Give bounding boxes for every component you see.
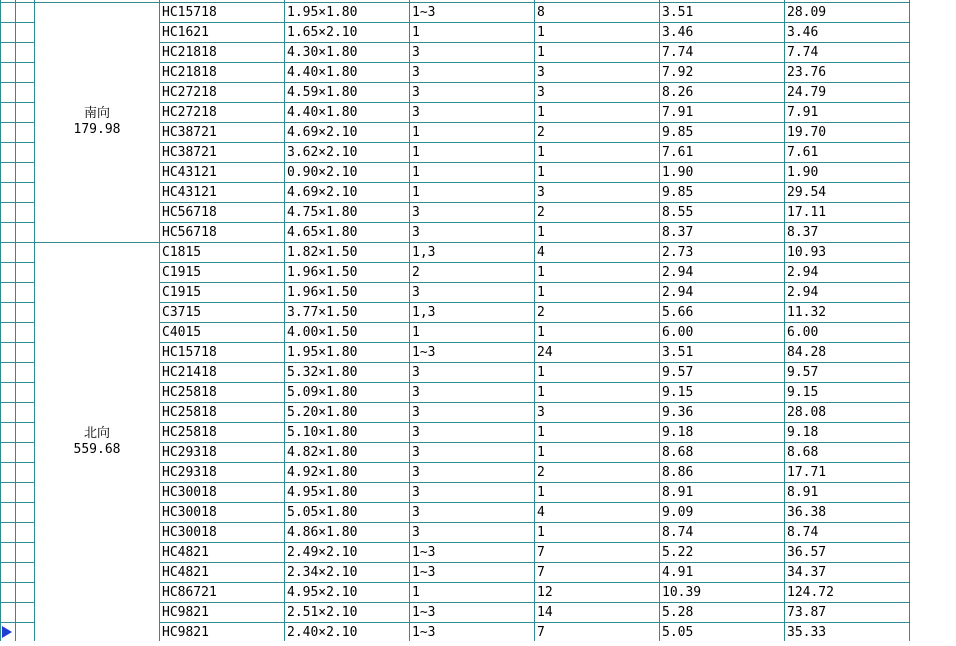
row-selector[interactable] bbox=[0, 262, 15, 282]
floor-cell[interactable]: 3 bbox=[412, 225, 420, 240]
total-area-cell[interactable]: 124.72 bbox=[787, 585, 834, 600]
count-cell[interactable]: 3 bbox=[537, 65, 545, 80]
orientation-group-cell[interactable] bbox=[35, 106, 159, 138]
size-cell[interactable]: 5.09×1.80 bbox=[287, 385, 358, 400]
size-cell[interactable]: 4.65×1.80 bbox=[287, 225, 358, 240]
row-selector[interactable] bbox=[0, 602, 15, 622]
row-selector[interactable] bbox=[0, 582, 15, 602]
area-cell[interactable]: 3.51 bbox=[662, 5, 694, 20]
count-cell[interactable]: 1 bbox=[537, 285, 545, 300]
total-area-cell[interactable]: 7.74 bbox=[787, 45, 819, 60]
count-cell[interactable]: 1 bbox=[537, 325, 545, 340]
window-code-cell[interactable]: HC9821 bbox=[162, 625, 209, 640]
total-area-cell[interactable]: 2.94 bbox=[787, 265, 819, 280]
size-cell[interactable]: 1.96×1.50 bbox=[287, 285, 358, 300]
window-code-cell[interactable]: HC4821 bbox=[162, 545, 209, 560]
size-cell[interactable]: 4.75×1.80 bbox=[287, 205, 358, 220]
count-cell[interactable]: 1 bbox=[537, 265, 545, 280]
row-selector[interactable] bbox=[0, 502, 15, 522]
count-cell[interactable]: 7 bbox=[537, 625, 545, 640]
area-cell[interactable]: 9.09 bbox=[662, 505, 694, 520]
orientation-label: 南向 bbox=[83, 106, 110, 121]
floor-cell[interactable]: 1,3 bbox=[412, 305, 436, 320]
window-code-cell[interactable]: HC86721 bbox=[162, 585, 217, 600]
area-cell[interactable]: 2.94 bbox=[662, 285, 694, 300]
window-code-cell[interactable]: HC4821 bbox=[162, 565, 209, 580]
window-code-cell[interactable]: C4015 bbox=[162, 325, 202, 340]
row-selector[interactable] bbox=[0, 182, 15, 202]
area-cell[interactable]: 9.18 bbox=[662, 425, 694, 440]
grid-bottom-edge bbox=[0, 641, 956, 646]
size-cell[interactable]: 1.82×1.50 bbox=[287, 245, 358, 260]
size-cell[interactable]: 4.40×1.80 bbox=[287, 65, 358, 80]
window-code-cell[interactable]: HC27218 bbox=[162, 105, 217, 120]
count-cell[interactable]: 7 bbox=[537, 545, 545, 560]
area-cell[interactable]: 8.26 bbox=[662, 85, 694, 100]
grid-row-line bbox=[0, 2, 910, 3]
total-area-cell[interactable]: 8.91 bbox=[787, 485, 819, 500]
area-cell[interactable]: 9.36 bbox=[662, 405, 694, 420]
floor-cell[interactable]: 3 bbox=[412, 45, 420, 60]
grid-column-line bbox=[34, 0, 35, 641]
floor-cell[interactable]: 1 bbox=[412, 165, 420, 180]
area-cell[interactable]: 8.86 bbox=[662, 465, 694, 480]
total-area-cell[interactable]: 9.57 bbox=[787, 365, 819, 380]
floor-cell[interactable]: 1~3 bbox=[412, 565, 436, 580]
total-area-cell[interactable]: 34.37 bbox=[787, 565, 827, 580]
floor-cell[interactable]: 3 bbox=[412, 505, 420, 520]
total-area-cell[interactable]: 9.15 bbox=[787, 385, 819, 400]
size-cell[interactable]: 4.86×1.80 bbox=[287, 525, 358, 540]
window-code-cell[interactable]: HC29318 bbox=[162, 445, 217, 460]
total-area-cell[interactable]: 36.38 bbox=[787, 505, 827, 520]
size-cell[interactable]: 3.62×2.10 bbox=[287, 145, 358, 160]
total-area-cell[interactable]: 3.46 bbox=[787, 25, 819, 40]
window-code-cell[interactable]: C1915 bbox=[162, 285, 202, 300]
window-code-cell[interactable]: HC29318 bbox=[162, 465, 217, 480]
size-cell[interactable]: 1.95×1.80 bbox=[287, 5, 358, 20]
floor-cell[interactable]: 1 bbox=[412, 25, 420, 40]
orientation-group-cell[interactable] bbox=[35, 426, 159, 458]
row-selector[interactable] bbox=[0, 82, 15, 102]
count-cell[interactable]: 8 bbox=[537, 5, 545, 20]
size-cell[interactable]: 2.34×2.10 bbox=[287, 565, 358, 580]
size-cell[interactable]: 4.92×1.80 bbox=[287, 465, 358, 480]
total-area-cell[interactable]: 17.71 bbox=[787, 465, 827, 480]
size-cell[interactable]: 1.65×2.10 bbox=[287, 25, 358, 40]
row-selector[interactable] bbox=[0, 42, 15, 62]
row-selector[interactable] bbox=[0, 482, 15, 502]
total-area-cell[interactable]: 6.00 bbox=[787, 325, 819, 340]
size-cell[interactable]: 4.82×1.80 bbox=[287, 445, 358, 460]
window-code-cell[interactable]: HC30018 bbox=[162, 525, 217, 540]
total-area-cell[interactable]: 8.68 bbox=[787, 445, 819, 460]
size-cell[interactable]: 4.69×2.10 bbox=[287, 185, 358, 200]
floor-cell[interactable]: 1~3 bbox=[412, 345, 436, 360]
row-selector[interactable] bbox=[0, 202, 15, 222]
total-area-cell[interactable]: 7.61 bbox=[787, 145, 819, 160]
count-cell[interactable]: 14 bbox=[537, 605, 553, 620]
floor-cell[interactable]: 3 bbox=[412, 205, 420, 220]
total-area-cell[interactable]: 24.79 bbox=[787, 85, 827, 100]
count-cell[interactable]: 1 bbox=[537, 525, 545, 540]
area-cell[interactable]: 9.85 bbox=[662, 125, 694, 140]
window-code-cell[interactable]: HC38721 bbox=[162, 125, 217, 140]
row-selector[interactable] bbox=[0, 302, 15, 322]
count-cell[interactable]: 1 bbox=[537, 385, 545, 400]
row-selector[interactable] bbox=[0, 342, 15, 362]
window-code-cell[interactable]: HC30018 bbox=[162, 485, 217, 500]
row-selector[interactable] bbox=[0, 2, 15, 22]
total-area-cell[interactable]: 28.08 bbox=[787, 405, 827, 420]
window-code-cell[interactable]: C1815 bbox=[162, 245, 202, 260]
size-cell[interactable]: 4.95×1.80 bbox=[287, 485, 358, 500]
size-cell[interactable]: 2.51×2.10 bbox=[287, 605, 358, 620]
row-selector[interactable] bbox=[0, 102, 15, 122]
orientation-total: 179.98 bbox=[73, 122, 121, 137]
area-cell[interactable]: 8.55 bbox=[662, 205, 694, 220]
area-cell[interactable]: 8.91 bbox=[662, 485, 694, 500]
floor-cell[interactable]: 3 bbox=[412, 405, 420, 420]
count-cell[interactable]: 1 bbox=[537, 365, 545, 380]
area-cell[interactable]: 1.90 bbox=[662, 165, 694, 180]
area-cell[interactable]: 2.94 bbox=[662, 265, 694, 280]
window-code-cell[interactable]: HC30018 bbox=[162, 505, 217, 520]
size-cell[interactable]: 5.05×1.80 bbox=[287, 505, 358, 520]
floor-cell[interactable]: 3 bbox=[412, 85, 420, 100]
orientation-label: 北向 bbox=[83, 426, 110, 441]
floor-cell[interactable]: 3 bbox=[412, 365, 420, 380]
area-cell[interactable]: 7.92 bbox=[662, 65, 694, 80]
count-cell[interactable]: 4 bbox=[537, 245, 545, 260]
row-selector[interactable] bbox=[0, 162, 15, 182]
row-selector[interactable] bbox=[0, 422, 15, 442]
floor-cell[interactable]: 1~3 bbox=[412, 625, 436, 640]
count-cell[interactable]: 1 bbox=[537, 225, 545, 240]
window-code-cell[interactable]: HC15718 bbox=[162, 5, 217, 20]
total-area-cell[interactable]: 8.37 bbox=[787, 225, 819, 240]
window-code-cell[interactable]: HC25818 bbox=[162, 425, 217, 440]
grid-column-line bbox=[15, 0, 16, 641]
count-cell[interactable]: 2 bbox=[537, 205, 545, 220]
floor-cell[interactable]: 3 bbox=[412, 65, 420, 80]
floor-cell[interactable]: 3 bbox=[412, 445, 420, 460]
floor-cell[interactable]: 1 bbox=[412, 125, 420, 140]
size-cell[interactable]: 0.90×2.10 bbox=[287, 165, 358, 180]
area-cell[interactable]: 9.57 bbox=[662, 365, 694, 380]
size-cell[interactable]: 3.77×1.50 bbox=[287, 305, 358, 320]
area-cell[interactable]: 9.85 bbox=[662, 185, 694, 200]
row-selector[interactable] bbox=[0, 402, 15, 422]
row-selector[interactable] bbox=[0, 362, 15, 382]
area-cell[interactable]: 4.91 bbox=[662, 565, 694, 580]
area-cell[interactable]: 2.73 bbox=[662, 245, 694, 260]
window-code-cell[interactable]: HC21818 bbox=[162, 45, 217, 60]
row-selector[interactable] bbox=[0, 242, 15, 262]
area-cell[interactable]: 8.68 bbox=[662, 445, 694, 460]
count-cell[interactable]: 2 bbox=[537, 465, 545, 480]
row-selector[interactable] bbox=[0, 62, 15, 82]
count-cell[interactable]: 1 bbox=[537, 425, 545, 440]
window-code-cell[interactable]: HC27218 bbox=[162, 85, 217, 100]
size-cell[interactable]: 4.30×1.80 bbox=[287, 45, 358, 60]
area-cell[interactable]: 7.74 bbox=[662, 45, 694, 60]
window-code-cell[interactable]: HC43121 bbox=[162, 165, 217, 180]
floor-cell[interactable]: 1 bbox=[412, 185, 420, 200]
count-cell[interactable]: 7 bbox=[537, 565, 545, 580]
row-selector[interactable] bbox=[0, 462, 15, 482]
total-area-cell[interactable]: 36.57 bbox=[787, 545, 827, 560]
window-code-cell[interactable]: C3715 bbox=[162, 305, 202, 320]
count-cell[interactable]: 1 bbox=[537, 485, 545, 500]
total-area-cell[interactable]: 8.74 bbox=[787, 525, 819, 540]
floor-cell[interactable]: 2 bbox=[412, 265, 420, 280]
total-area-cell[interactable]: 23.76 bbox=[787, 65, 827, 80]
row-selector[interactable] bbox=[0, 542, 15, 562]
floor-cell[interactable]: 1~3 bbox=[412, 545, 436, 560]
count-cell[interactable]: 1 bbox=[537, 445, 545, 460]
size-cell[interactable]: 4.95×2.10 bbox=[287, 585, 358, 600]
area-cell[interactable]: 7.91 bbox=[662, 105, 694, 120]
row-selector[interactable] bbox=[0, 322, 15, 342]
count-cell[interactable]: 1 bbox=[537, 25, 545, 40]
size-cell[interactable]: 5.32×1.80 bbox=[287, 365, 358, 380]
area-cell[interactable]: 3.46 bbox=[662, 25, 694, 40]
row-selector[interactable] bbox=[0, 382, 15, 402]
floor-cell[interactable]: 1 bbox=[412, 325, 420, 340]
count-cell[interactable]: 1 bbox=[537, 145, 545, 160]
row-selector[interactable] bbox=[0, 522, 15, 542]
size-cell[interactable]: 4.59×1.80 bbox=[287, 85, 358, 100]
window-code-cell[interactable]: HC21818 bbox=[162, 65, 217, 80]
count-cell[interactable]: 2 bbox=[537, 305, 545, 320]
row-selector[interactable] bbox=[0, 122, 15, 142]
area-cell[interactable]: 7.61 bbox=[662, 145, 694, 160]
window-code-cell[interactable]: HC38721 bbox=[162, 145, 217, 160]
total-area-cell[interactable]: 11.32 bbox=[787, 305, 827, 320]
count-cell[interactable]: 3 bbox=[537, 185, 545, 200]
floor-cell[interactable]: 1 bbox=[412, 145, 420, 160]
total-area-cell[interactable]: 9.18 bbox=[787, 425, 819, 440]
floor-cell[interactable]: 3 bbox=[412, 525, 420, 540]
area-cell[interactable]: 5.28 bbox=[662, 605, 694, 620]
size-cell[interactable]: 5.10×1.80 bbox=[287, 425, 358, 440]
size-cell[interactable]: 2.40×2.10 bbox=[287, 625, 358, 640]
count-cell[interactable]: 1 bbox=[537, 105, 545, 120]
area-cell[interactable]: 5.66 bbox=[662, 305, 694, 320]
total-area-cell[interactable]: 84.28 bbox=[787, 345, 827, 360]
window-code-cell[interactable]: HC1621 bbox=[162, 25, 209, 40]
window-code-cell[interactable]: HC56718 bbox=[162, 205, 217, 220]
window-code-cell[interactable]: HC25818 bbox=[162, 405, 217, 420]
size-cell[interactable]: 1.96×1.50 bbox=[287, 265, 358, 280]
row-selector[interactable] bbox=[0, 442, 15, 462]
floor-cell[interactable]: 3 bbox=[412, 485, 420, 500]
size-cell[interactable]: 4.40×1.80 bbox=[287, 105, 358, 120]
orientation-total: 559.68 bbox=[73, 442, 121, 457]
total-area-cell[interactable]: 73.87 bbox=[787, 605, 827, 620]
row-selector[interactable] bbox=[0, 622, 15, 642]
total-area-cell[interactable]: 17.11 bbox=[787, 205, 827, 220]
group-separator-line bbox=[34, 242, 160, 243]
window-code-cell[interactable]: C1915 bbox=[162, 265, 202, 280]
window-code-cell[interactable]: HC21418 bbox=[162, 365, 217, 380]
size-cell[interactable]: 1.95×1.80 bbox=[287, 345, 358, 360]
window-code-cell[interactable]: HC15718 bbox=[162, 345, 217, 360]
count-cell[interactable]: 3 bbox=[537, 405, 545, 420]
floor-cell[interactable]: 1 bbox=[412, 585, 420, 600]
floor-cell[interactable]: 3 bbox=[412, 105, 420, 120]
grid-column-line bbox=[909, 0, 910, 641]
area-cell[interactable]: 9.15 bbox=[662, 385, 694, 400]
area-cell[interactable]: 6.00 bbox=[662, 325, 694, 340]
floor-cell[interactable]: 3 bbox=[412, 385, 420, 400]
total-area-cell[interactable]: 29.54 bbox=[787, 185, 827, 200]
area-cell[interactable]: 5.22 bbox=[662, 545, 694, 560]
size-cell[interactable]: 5.20×1.80 bbox=[287, 405, 358, 420]
count-cell[interactable]: 1 bbox=[537, 165, 545, 180]
window-code-cell[interactable]: HC56718 bbox=[162, 225, 217, 240]
current-row-arrow-icon bbox=[2, 626, 12, 638]
area-cell[interactable]: 5.05 bbox=[662, 625, 694, 640]
total-area-cell[interactable]: 2.94 bbox=[787, 285, 819, 300]
floor-cell[interactable]: 1,3 bbox=[412, 245, 436, 260]
window-code-cell[interactable]: HC43121 bbox=[162, 185, 217, 200]
size-cell[interactable]: 4.00×1.50 bbox=[287, 325, 358, 340]
area-cell[interactable]: 8.37 bbox=[662, 225, 694, 240]
size-cell[interactable]: 2.49×2.10 bbox=[287, 545, 358, 560]
floor-cell[interactable]: 3 bbox=[412, 285, 420, 300]
total-area-cell[interactable]: 10.93 bbox=[787, 245, 827, 260]
area-cell[interactable]: 8.74 bbox=[662, 525, 694, 540]
floor-cell[interactable]: 3 bbox=[412, 425, 420, 440]
floor-cell[interactable]: 1~3 bbox=[412, 5, 436, 20]
count-cell[interactable]: 3 bbox=[537, 85, 545, 100]
count-cell[interactable]: 12 bbox=[537, 585, 553, 600]
floor-cell[interactable]: 3 bbox=[412, 465, 420, 480]
row-selector[interactable] bbox=[0, 562, 15, 582]
count-cell[interactable]: 2 bbox=[537, 125, 545, 140]
total-area-cell[interactable]: 1.90 bbox=[787, 165, 819, 180]
total-area-cell[interactable]: 35.33 bbox=[787, 625, 827, 640]
row-selector[interactable] bbox=[0, 282, 15, 302]
count-cell[interactable]: 1 bbox=[537, 45, 545, 60]
size-cell[interactable]: 4.69×2.10 bbox=[287, 125, 358, 140]
area-cell[interactable]: 10.39 bbox=[662, 585, 702, 600]
row-selector[interactable] bbox=[0, 222, 15, 242]
total-area-cell[interactable]: 19.70 bbox=[787, 125, 827, 140]
window-code-cell[interactable]: HC25818 bbox=[162, 385, 217, 400]
area-cell[interactable]: 3.51 bbox=[662, 345, 694, 360]
row-selector[interactable] bbox=[0, 142, 15, 162]
row-selector[interactable] bbox=[0, 22, 15, 42]
total-area-cell[interactable]: 28.09 bbox=[787, 5, 827, 20]
total-area-cell[interactable]: 7.91 bbox=[787, 105, 819, 120]
count-cell[interactable]: 24 bbox=[537, 345, 553, 360]
count-cell[interactable]: 4 bbox=[537, 505, 545, 520]
floor-cell[interactable]: 1~3 bbox=[412, 605, 436, 620]
window-code-cell[interactable]: HC9821 bbox=[162, 605, 209, 620]
